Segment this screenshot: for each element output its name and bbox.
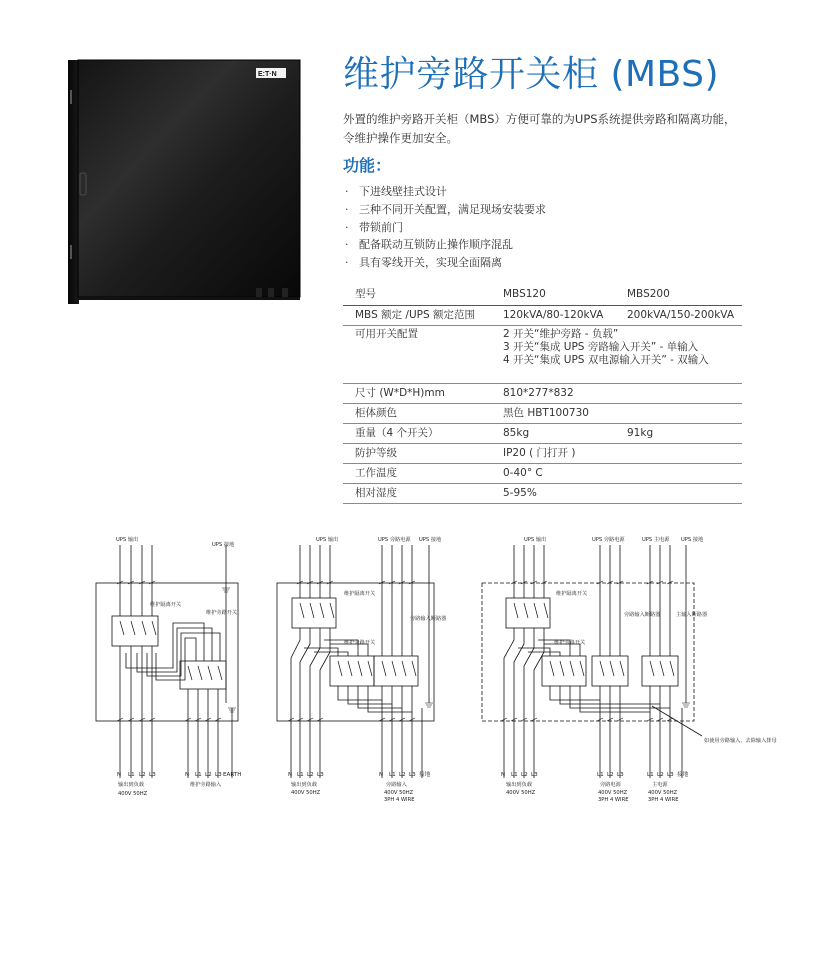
cabinet-image: [68, 60, 300, 304]
diagram-maintenance-bypass: [96, 535, 241, 797]
svg-text:EARTH: EARTH: [223, 772, 242, 778]
svg-text:输出到负载: 输出到负载: [506, 782, 532, 788]
svg-text:UPS 主电源: UPS 主电源: [642, 537, 670, 543]
svg-text:L2: L2: [139, 772, 146, 778]
list-item: · 下进线壁挂式设计: [345, 185, 447, 198]
svg-text:UPS 接地: UPS 接地: [419, 537, 442, 543]
brand-logo: E:T·N: [258, 71, 277, 78]
table-row: 工作温度 0-40° C: [343, 464, 742, 484]
svg-text:3PH 4 WIRE: 3PH 4 WIRE: [384, 797, 415, 803]
svg-text:维护旁路开关: 维护旁路开关: [554, 640, 586, 646]
svg-text:L2: L2: [607, 772, 614, 778]
diagram-bypass-dual-input: [482, 535, 777, 803]
svg-text:L1: L1: [389, 772, 396, 778]
svg-text:L3: L3: [317, 772, 324, 778]
features-heading: 功能：: [343, 156, 392, 175]
list-item: · 三种不同开关配置，满足现场安装要求: [345, 202, 546, 216]
list-item: · 具有零线开关，实现全面隔离: [345, 256, 502, 270]
wiring-diagrams: [86, 528, 777, 818]
svg-text:维护旁路开关: 维护旁路开关: [206, 610, 238, 616]
svg-text:N: N: [288, 772, 293, 778]
svg-text:旁路电源: 旁路电源: [600, 782, 621, 788]
svg-text:400V 50HZ: 400V 50HZ: [598, 790, 628, 796]
svg-text:L1: L1: [597, 772, 604, 778]
intro-paragraph: 外置的维护旁路开关柜（MBS）方便可靠的为UPS系统提供旁路和隔离功能，令维护操作更加安全。: [343, 112, 736, 145]
svg-text:旁路输入断路器: 旁路输入断路器: [624, 612, 661, 618]
svg-text:L3: L3: [409, 772, 416, 778]
svg-text:L3: L3: [667, 772, 674, 778]
svg-text:主电源: 主电源: [652, 782, 668, 788]
svg-text:旁路输入: 旁路输入: [386, 782, 407, 788]
svg-text:UPS 输出: UPS 输出: [116, 537, 139, 543]
table-row: MBS 额定 /UPS 额定范围 120kVA/80-120kVA 200kVA/150-200kVA: [343, 306, 742, 326]
spec-table: [343, 284, 742, 504]
svg-text:L1: L1: [647, 772, 654, 778]
svg-text:L3: L3: [617, 772, 624, 778]
svg-text:L1: L1: [128, 772, 135, 778]
svg-text:400V 50HZ: 400V 50HZ: [291, 790, 321, 796]
svg-text:L3: L3: [149, 772, 156, 778]
table-row: 尺寸 (W*D*H)mm 810*277*832: [343, 384, 742, 404]
svg-text:N: N: [185, 772, 190, 778]
svg-text:400V 50HZ: 400V 50HZ: [118, 791, 148, 797]
svg-text:维护隔离开关: 维护隔离开关: [556, 591, 588, 597]
table-row: 相对湿度 5-95%: [343, 484, 742, 504]
list-item: · 配备联动互锁防止操作顺序混乱: [345, 238, 513, 252]
svg-text:接地: 接地: [677, 772, 689, 778]
svg-text:UPS 输出: UPS 输出: [524, 537, 547, 543]
svg-text:维护旁路开关: 维护旁路开关: [344, 640, 376, 646]
svg-text:L1: L1: [195, 772, 202, 778]
svg-text:L3: L3: [215, 772, 222, 778]
svg-text:维护隔离开关: 维护隔离开关: [344, 591, 376, 597]
svg-text:L2: L2: [205, 772, 212, 778]
svg-text:如使用旁路输入，去除输入排母: 如使用旁路输入，去除输入排母: [704, 738, 777, 744]
table-row: 重量（4 个开关） 85kg 91kg: [343, 424, 742, 444]
svg-text:UPS 接地: UPS 接地: [681, 537, 704, 543]
svg-text:3PH 4 WIRE: 3PH 4 WIRE: [598, 797, 629, 803]
svg-text:L2: L2: [657, 772, 664, 778]
table-header: 型号 MBS120 MBS200: [343, 284, 742, 306]
svg-text:3PH 4 WIRE: 3PH 4 WIRE: [648, 797, 679, 803]
svg-text:UPS 旁路电源: UPS 旁路电源: [378, 537, 411, 543]
svg-text:主输入断路器: 主输入断路器: [676, 612, 708, 618]
svg-text:L2: L2: [307, 772, 314, 778]
diagram-bypass-single-input: [277, 535, 447, 803]
svg-text:旁路输入断路器: 旁路输入断路器: [410, 616, 447, 622]
page-title: 维护旁路开关柜 (MBS): [343, 54, 720, 95]
table-row: 柜体颜色 黑色 HBT100730: [343, 404, 742, 424]
svg-text:N: N: [117, 772, 122, 778]
svg-text:N: N: [501, 772, 506, 778]
svg-text:接地: 接地: [419, 772, 431, 778]
table-row: 防护等级 IP20 ( 门打开 ): [343, 444, 742, 464]
svg-text:维护旁路输入: 维护旁路输入: [190, 782, 222, 788]
svg-text:输出到负载: 输出到负载: [291, 782, 317, 788]
svg-text:L2: L2: [399, 772, 406, 778]
svg-text:N: N: [379, 772, 384, 778]
svg-text:400V 50HZ: 400V 50HZ: [384, 790, 414, 796]
list-item: · 带锁前门: [345, 220, 403, 234]
svg-text:输出到负载: 输出到负载: [118, 782, 144, 788]
svg-text:L1: L1: [511, 772, 518, 778]
feature-list: [343, 183, 546, 272]
svg-text:400V 50HZ: 400V 50HZ: [506, 790, 536, 796]
svg-text:400V 50HZ: 400V 50HZ: [648, 790, 678, 796]
svg-text:L1: L1: [297, 772, 304, 778]
table-row: 可用开关配置 2 开关“维护旁路 - 负载” 3 开关“集成 UPS 旁路输入开关” - 单输入 4 开关“集成 UPS 双电源输入开关” - 双输入: [343, 326, 742, 384]
svg-text:UPS 接地: UPS 接地: [212, 542, 235, 548]
svg-text:UPS 旁路电源: UPS 旁路电源: [592, 537, 625, 543]
svg-text:维护隔离开关: 维护隔离开关: [150, 602, 182, 608]
svg-text:L2: L2: [521, 772, 528, 778]
svg-text:L3: L3: [531, 772, 538, 778]
svg-text:UPS 输出: UPS 输出: [316, 537, 339, 543]
